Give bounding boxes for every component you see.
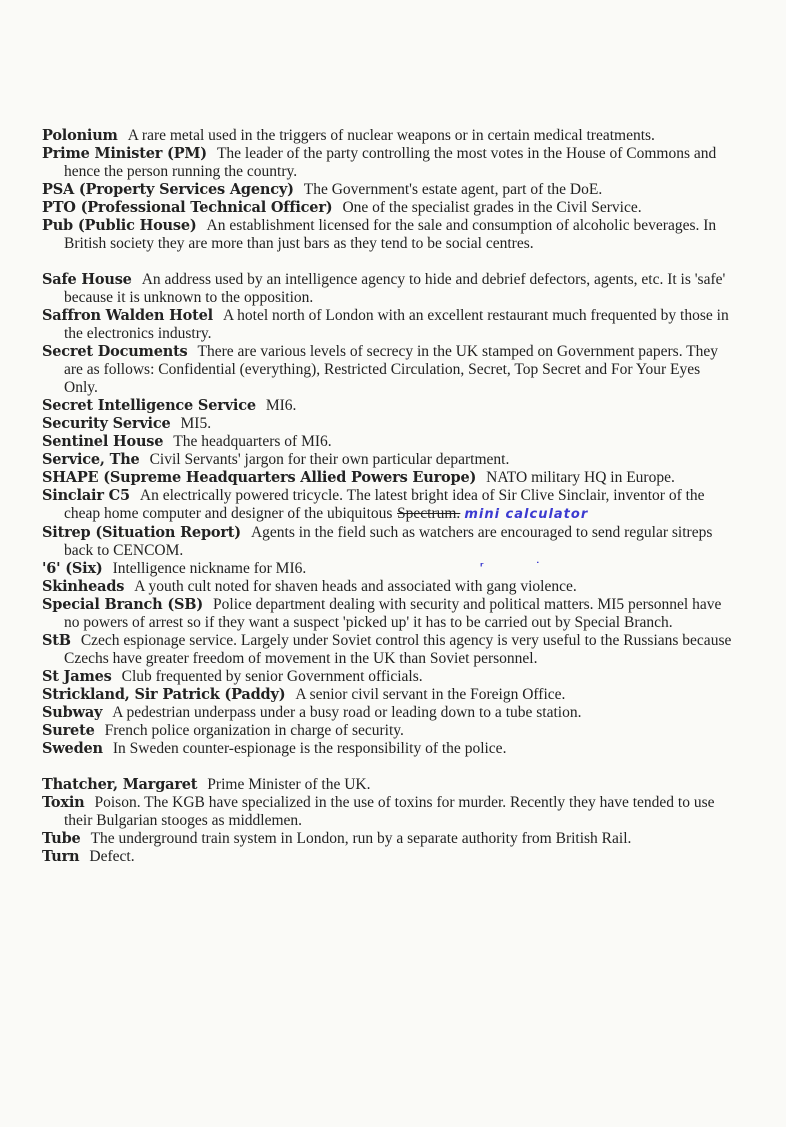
glossary-entry — [42, 451, 732, 469]
glossary-entry — [42, 271, 732, 307]
glossary-entry — [42, 217, 732, 253]
glossary-entry — [42, 740, 732, 758]
glossary-entry — [42, 686, 732, 704]
glossary-term: Secret Intelligence Service — [42, 397, 256, 414]
glossary-term: Skinheads — [42, 578, 125, 595]
glossary-term: Safe House — [42, 271, 132, 288]
glossary-entry — [42, 596, 732, 632]
glossary-entry — [42, 433, 732, 451]
glossary-term: St James — [42, 668, 112, 685]
glossary-term: Subway — [42, 704, 103, 721]
glossary-term: StB — [42, 632, 71, 649]
glossary-term: Sentinel House — [42, 433, 164, 450]
glossary-term: Pub (Public House) — [42, 217, 197, 234]
glossary-definition: A senior civil servant in the Foreign Office. — [295, 686, 566, 703]
glossary-entry — [42, 776, 732, 794]
handwritten-annotation: mini calculator — [464, 507, 589, 522]
glossary-term: Sweden — [42, 740, 103, 757]
glossary-definition: A hotel north of London with an excellent restaurant much frequented by those in the electronics industry. — [64, 307, 729, 342]
glossary-term: SHAPE (Supreme Headquarters Allied Powers Europe) — [42, 469, 477, 486]
glossary-term: PTO (Professional Technical Officer) — [42, 199, 333, 216]
glossary-definition: Poison. The KGB have specialized in the use of toxins for murder. Recently they have tended to use their Bulgarian stooges as middlemen. — [64, 794, 715, 829]
glossary-term: Strickland, Sir Patrick (Paddy) — [42, 686, 286, 703]
glossary-term: Secret Documents — [42, 343, 188, 360]
glossary-entry — [42, 127, 732, 145]
handwritten-insertion-mark: ˙ — [535, 560, 541, 573]
glossary-term: Turn — [42, 848, 80, 865]
glossary-entry — [42, 397, 732, 415]
glossary-term: Surete — [42, 722, 95, 739]
glossary-definition: NATO military HQ in Europe. — [486, 469, 675, 486]
glossary-definition: One of the specialist grades in the Civil Service. — [342, 199, 642, 216]
glossary-term: Service, The — [42, 451, 140, 468]
glossary-definition: Agents in the field such as watchers are encouraged to send regular sitreps back to CENCOM. — [64, 524, 713, 559]
glossary-entry — [42, 343, 732, 397]
glossary-definition: There are various levels of secrecy in the UK stamped on Government papers. They are as follows: Confidential (everything), Restricted Circulation, Secret, Top Secret and For Your Eyes Only. — [64, 343, 719, 396]
glossary-term: Prime Minister (PM) — [42, 145, 207, 162]
glossary-entry — [42, 415, 732, 433]
glossary-entry — [42, 307, 732, 343]
glossary-entry — [42, 145, 732, 181]
glossary-section — [42, 271, 732, 758]
glossary-definition: A youth cult noted for shaven heads and associated with gang violence. — [134, 578, 577, 595]
glossary-entry — [42, 848, 732, 866]
glossary-entry — [42, 668, 732, 686]
glossary-entry — [42, 830, 732, 848]
glossary-definition: An address used by an intelligence agency to hide and debrief defectors, agents, etc. It is 'safe' because it is unknown to the opposition. — [64, 271, 726, 306]
glossary-term: Sitrep (Situation Report) — [42, 524, 241, 541]
glossary-definition: Prime Minister of the UK. — [207, 776, 371, 793]
glossary-definition: MI6. — [265, 397, 297, 414]
glossary-entry — [42, 487, 732, 524]
glossary-entry — [42, 794, 732, 830]
glossary-entry — [42, 181, 732, 199]
glossary-term: Sinclair C5 — [42, 487, 130, 504]
handwritten-insertion-mark: ʳ — [480, 560, 484, 573]
glossary-term: Saffron Walden Hotel — [42, 307, 213, 324]
glossary-entry — [42, 578, 732, 596]
glossary-definition: French police organization in charge of security. — [104, 722, 404, 739]
glossary-entry — [42, 722, 732, 740]
glossary-definition: An electrically powered tricycle. The latest bright idea of Sir Clive Sinclair, inventor of the cheap home computer and designer of the ubiquitous — [64, 487, 705, 522]
struck-through-text: Spectrum. — [397, 505, 461, 522]
glossary-definition: Defect. — [89, 848, 135, 865]
glossary-definition: Czech espionage service. Largely under Soviet control this agency is very useful to the Russians because Czechs have greater freedom of movement in the UK than Soviet personnel. — [64, 632, 732, 667]
glossary-list — [42, 127, 732, 866]
glossary-definition: Civil Servants' jargon for their own particular department. — [149, 451, 510, 468]
glossary-section — [42, 776, 732, 866]
glossary-term: PSA (Property Services Agency) — [42, 181, 294, 198]
glossary-entry — [42, 469, 732, 487]
glossary-definition: The headquarters of MI6. — [173, 433, 332, 450]
glossary-definition: Intelligence nickname for MI6. — [112, 560, 307, 577]
glossary-entry — [42, 632, 732, 668]
glossary-definition: In Sweden counter-espionage is the responsibility of the police. — [112, 740, 507, 757]
glossary-term: Special Branch (SB) — [42, 596, 204, 613]
glossary-entry — [42, 704, 732, 722]
glossary-definition: A rare metal used in the triggers of nuclear weapons or in certain medical treatments. — [127, 127, 655, 144]
glossary-term: Toxin — [42, 794, 85, 811]
glossary-term: Thatcher, Margaret — [42, 776, 198, 793]
glossary-definition: The leader of the party controlling the most votes in the House of Commons and hence the person running the country. — [64, 145, 717, 180]
glossary-term: Tube — [42, 830, 81, 847]
glossary-definition: A pedestrian underpass under a busy road or leading down to a tube station. — [112, 704, 582, 721]
glossary-term: '6' (Six) — [42, 560, 103, 577]
glossary-definition: The underground train system in London, run by a separate authority from British Rail. — [90, 830, 632, 847]
glossary-term: Security Service — [42, 415, 171, 432]
glossary-entry — [42, 560, 732, 578]
glossary-entry — [42, 524, 732, 560]
glossary-definition: MI5. — [180, 415, 212, 432]
glossary-definition: An establishment licensed for the sale and consumption of alcoholic beverages. In British society they are more than just bars as they tend to be social centres. — [64, 217, 717, 252]
glossary-definition: Club frequented by senior Government officials. — [121, 668, 423, 685]
glossary-section — [42, 127, 732, 253]
glossary-definition: The Government's estate agent, part of the DoE. — [303, 181, 603, 198]
glossary-term: Polonium — [42, 127, 118, 144]
glossary-entry — [42, 199, 732, 217]
glossary-definition: Police department dealing with security and political matters. MI5 personnel have no powers of arrest so if they want a suspect 'picked up' it has to be carried out by Special Branch. — [64, 596, 722, 631]
